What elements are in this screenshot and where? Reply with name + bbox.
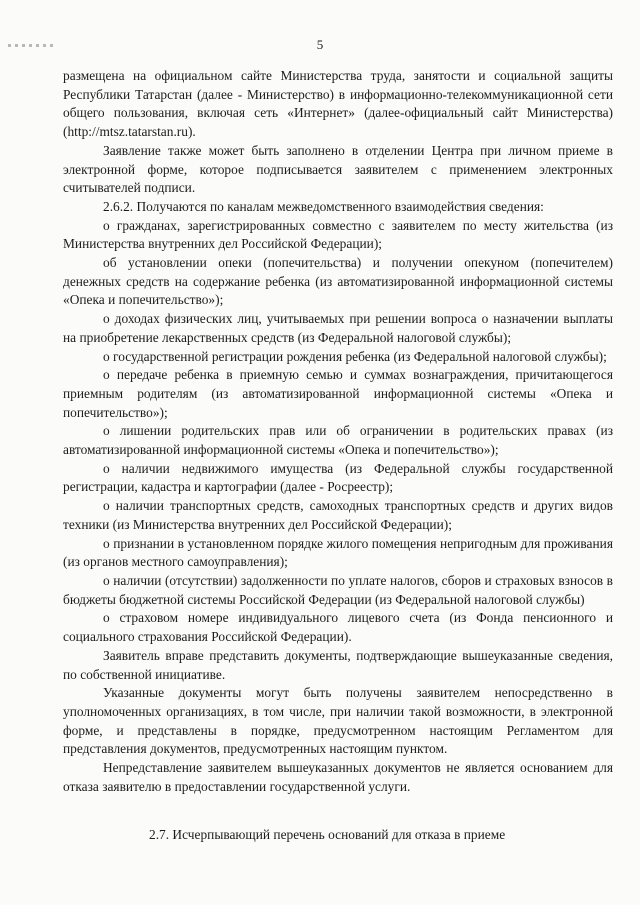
paragraph: Непредставление заявителем вышеуказанных документов не является основанием для отказа заявителю в предоставлении государственной услуги. [63, 760, 613, 794]
section-heading: 2.7. Исчерпывающий перечень оснований для отказа в приеме [149, 827, 506, 843]
list-item: о гражданах, зарегистрированных совместно с заявителем по месту жительства (из Министерства внутренних дел Российской Федерации); [63, 217, 613, 252]
document-body [63, 67, 613, 845]
paragraph: Заявление также может быть заполнено в отделении Центра при личном приеме в электронной форме, которое подписывается заявителем с применением электронных считывателей подписи. [63, 142, 613, 196]
paragraph: Заявитель вправе представить документы, подтверждающие вышеуказанные сведения, по собственной инициативе. [63, 647, 613, 682]
list-item: о лишении родительских прав или об ограничении в родительских правах (из автоматизированной информационной системы «Опека и попечительство»); [63, 423, 613, 458]
list-item: об установлении опеки (попечительства) и получении опекуном (попечителем) денежных средств на содержание ребенка (из автоматизированной информационной системы «Опека и попечительство»); [63, 255, 613, 308]
list-item: о доходах физических лиц, учитываемых при решении вопроса о назначении выплаты на приобретение лекарственных средств (из Федеральной налоговой службы); [63, 311, 613, 345]
list-item: о государственной регистрации рождения ребенка (из Федеральной налоговой службы); [103, 348, 607, 364]
list-item: о страховом номере индивидуального лицевого счета (из Фонда пенсионного и социального страхования Российской Федерации). [63, 610, 613, 645]
list-item: о передаче ребенка в приемную семью и суммах вознаграждения, причитающегося приемным родителям (из автоматизированной информационной системы «Опека и попечительство»); [63, 367, 613, 420]
page-number: 5 [316, 37, 324, 52]
list-item: о наличии транспортных средств, самоходных транспортных средств и других видов техники (из Министерства внутренних дел Российской Федерации); [63, 498, 613, 532]
list-item: о признании в установленном порядке жилого помещения непригодным для проживания (из органов местного самоуправления); [63, 535, 613, 570]
list-item: о наличии недвижимого имущества (из Федеральной службы государственной регистрации, кадастра и картографии (далее - Росреестр); [63, 460, 613, 495]
paragraph: размещена на официальном сайте Министерства труда, занятости и социальной защиты Республики Татарстан (далее - Министерство) в информационно-телекоммуникационной сети общего пользования, включая сеть «Интернет» (далее-официальный сайт Министерства) (http://mtsz.tatarstan.ru). [63, 68, 613, 140]
paragraph: Указанные документы могут быть получены заявителем непосредственно в уполномоченных организациях, в том числе, при наличии такой возможности, в электронной форме, и представлены в порядке, предусмотренном настоящим Регламентом для представления документов, предусмотренных настоящим пунктом. [63, 685, 613, 757]
list-item: о наличии (отсутствии) задолженности по уплате налогов, сборов и страховых взносов в бюджеты бюджетной системы Российской Федерации (из Федеральной налоговой службы) [63, 572, 613, 607]
paragraph: 2.6.2. Получаются по каналам межведомственного взаимодействия сведения: [103, 198, 544, 214]
